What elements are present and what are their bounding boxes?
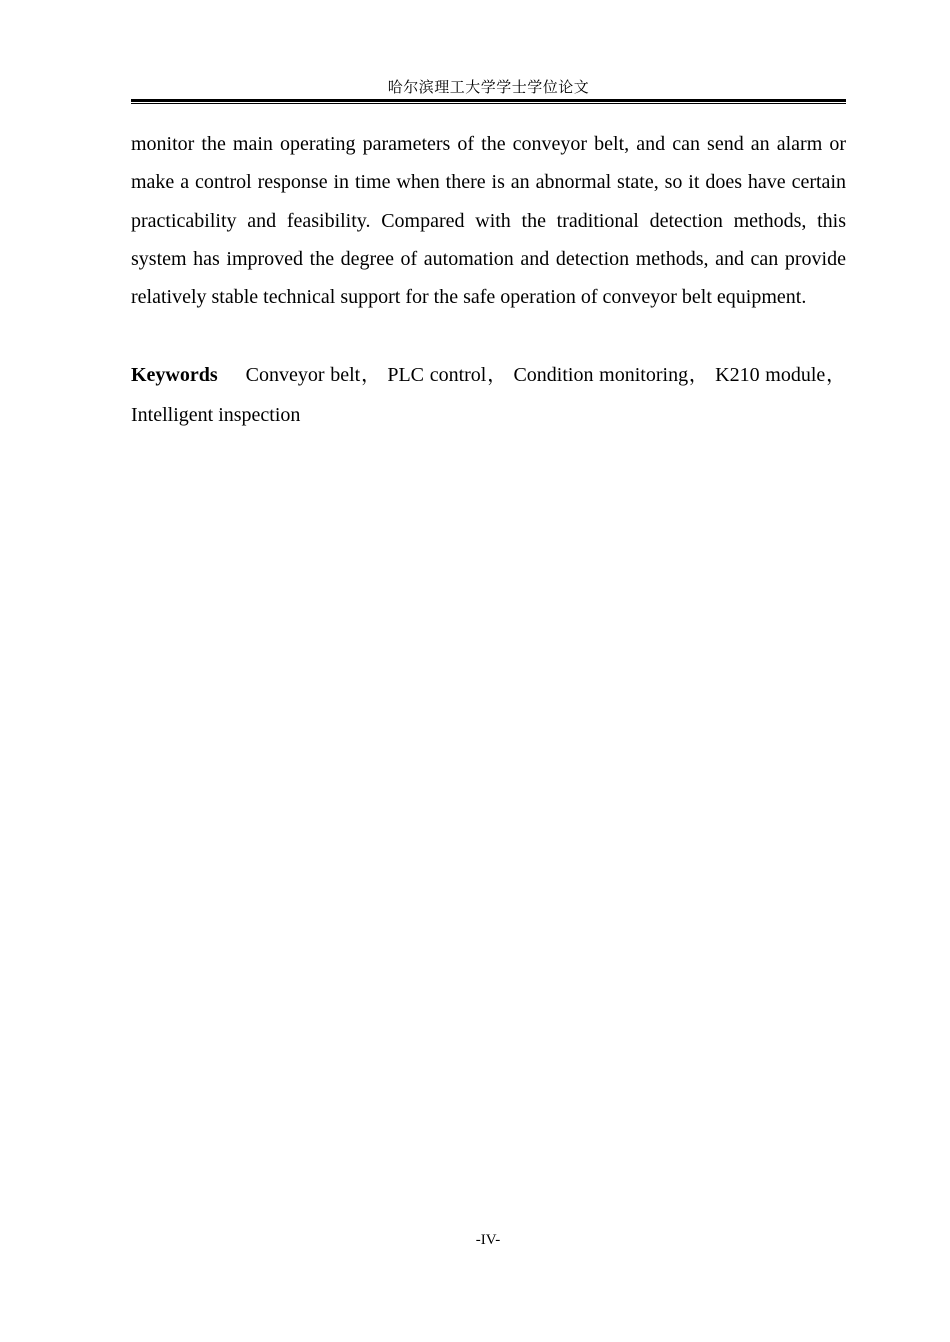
header-double-rule	[131, 99, 846, 105]
abstract-paragraph: monitor the main operating parameters of the conveyor belt, and can send an alarm or make a control response in time when there is an abnormal state, so it does have certain practicability and feasibility. Compared with the traditional detection methods, this system has improved the degree of automation and detection methods, and can provide relatively stable technical support for the safe operation of conveyor belt equipment.	[131, 133, 846, 309]
header-rule-thick	[131, 99, 846, 102]
keywords-line	[131, 355, 846, 435]
keywords-list: Conveyor belt， PLC control， Condition monitoring， K210 module，Intelligent inspection	[131, 364, 846, 426]
page-header-title: 哈尔滨理工大学学士学位论文	[387, 80, 590, 96]
header-rule-thin	[131, 103, 846, 104]
keywords-label: Keywords	[131, 364, 218, 386]
page-number: -IV-	[475, 1232, 501, 1248]
